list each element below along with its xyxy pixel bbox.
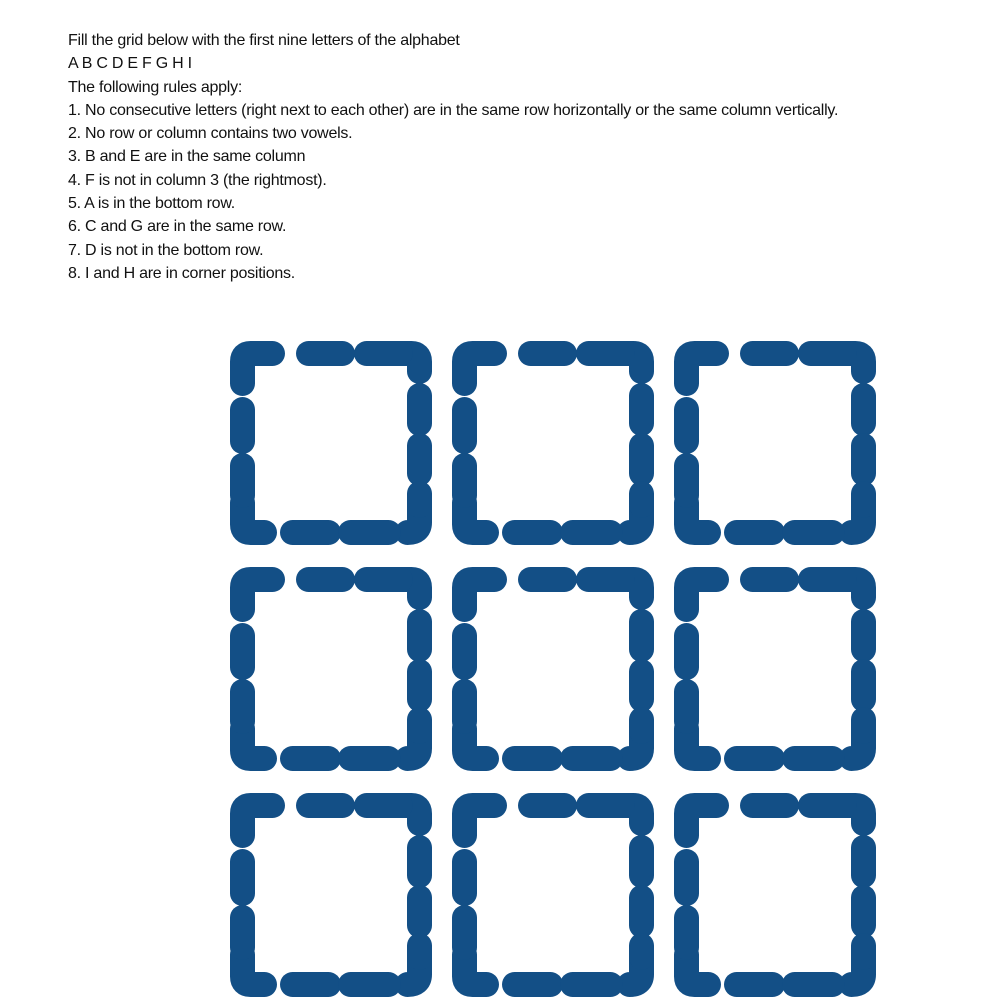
puzzle-title: Fill the grid below with the first nine letters of the alphabet xyxy=(68,32,460,49)
grid-cell-r3-c3[interactable] xyxy=(687,806,864,985)
letter-grid xyxy=(230,341,876,997)
grid-cell-r1-c3[interactable] xyxy=(687,354,864,533)
grid-cell-r3-c2[interactable] xyxy=(465,806,642,985)
cell-border-corner xyxy=(687,806,717,836)
rule-6: 6. C and G are in the same row. xyxy=(68,218,287,236)
grid-cell-r2-c3[interactable] xyxy=(687,580,864,759)
rule-1: 1. No consecutive letters (right next to each other) are in the same row horizontally or the same column vertically. xyxy=(68,101,839,119)
rule-5: 5. A is in the bottom row. xyxy=(68,195,235,213)
grid-cell-r1-c2[interactable] xyxy=(465,354,642,533)
rule-3: 3. B and E are in the same column xyxy=(68,148,306,166)
cell-border-corner xyxy=(465,580,495,610)
grid-cell-r2-c2[interactable] xyxy=(465,580,642,759)
rule-7: 7. D is not in the bottom row. xyxy=(68,241,264,259)
grid-cell-r1-c1[interactable] xyxy=(243,354,420,533)
cell-border-corner xyxy=(243,354,273,384)
letter-list: A B C D E F G H I xyxy=(68,55,192,73)
letter-grid-drawing xyxy=(230,341,876,997)
puzzle-instructions xyxy=(68,29,978,285)
cell-border-corner xyxy=(465,806,495,836)
cell-border-corner xyxy=(243,580,273,610)
cell-border-corner xyxy=(687,354,717,384)
cell-border-corner xyxy=(243,806,273,836)
cell-border-corner xyxy=(687,580,717,610)
cell-border-corner xyxy=(465,354,495,384)
grid-cell-r3-c1[interactable] xyxy=(243,806,420,985)
rule-4: 4. F is not in column 3 (the rightmost). xyxy=(68,171,327,189)
grid-cell-r2-c1[interactable] xyxy=(243,580,420,759)
rule-8: 8. I and H are in corner positions. xyxy=(68,264,295,282)
rule-2: 2. No row or column contains two vowels. xyxy=(68,125,353,143)
rules-intro: The following rules apply: xyxy=(68,78,243,96)
